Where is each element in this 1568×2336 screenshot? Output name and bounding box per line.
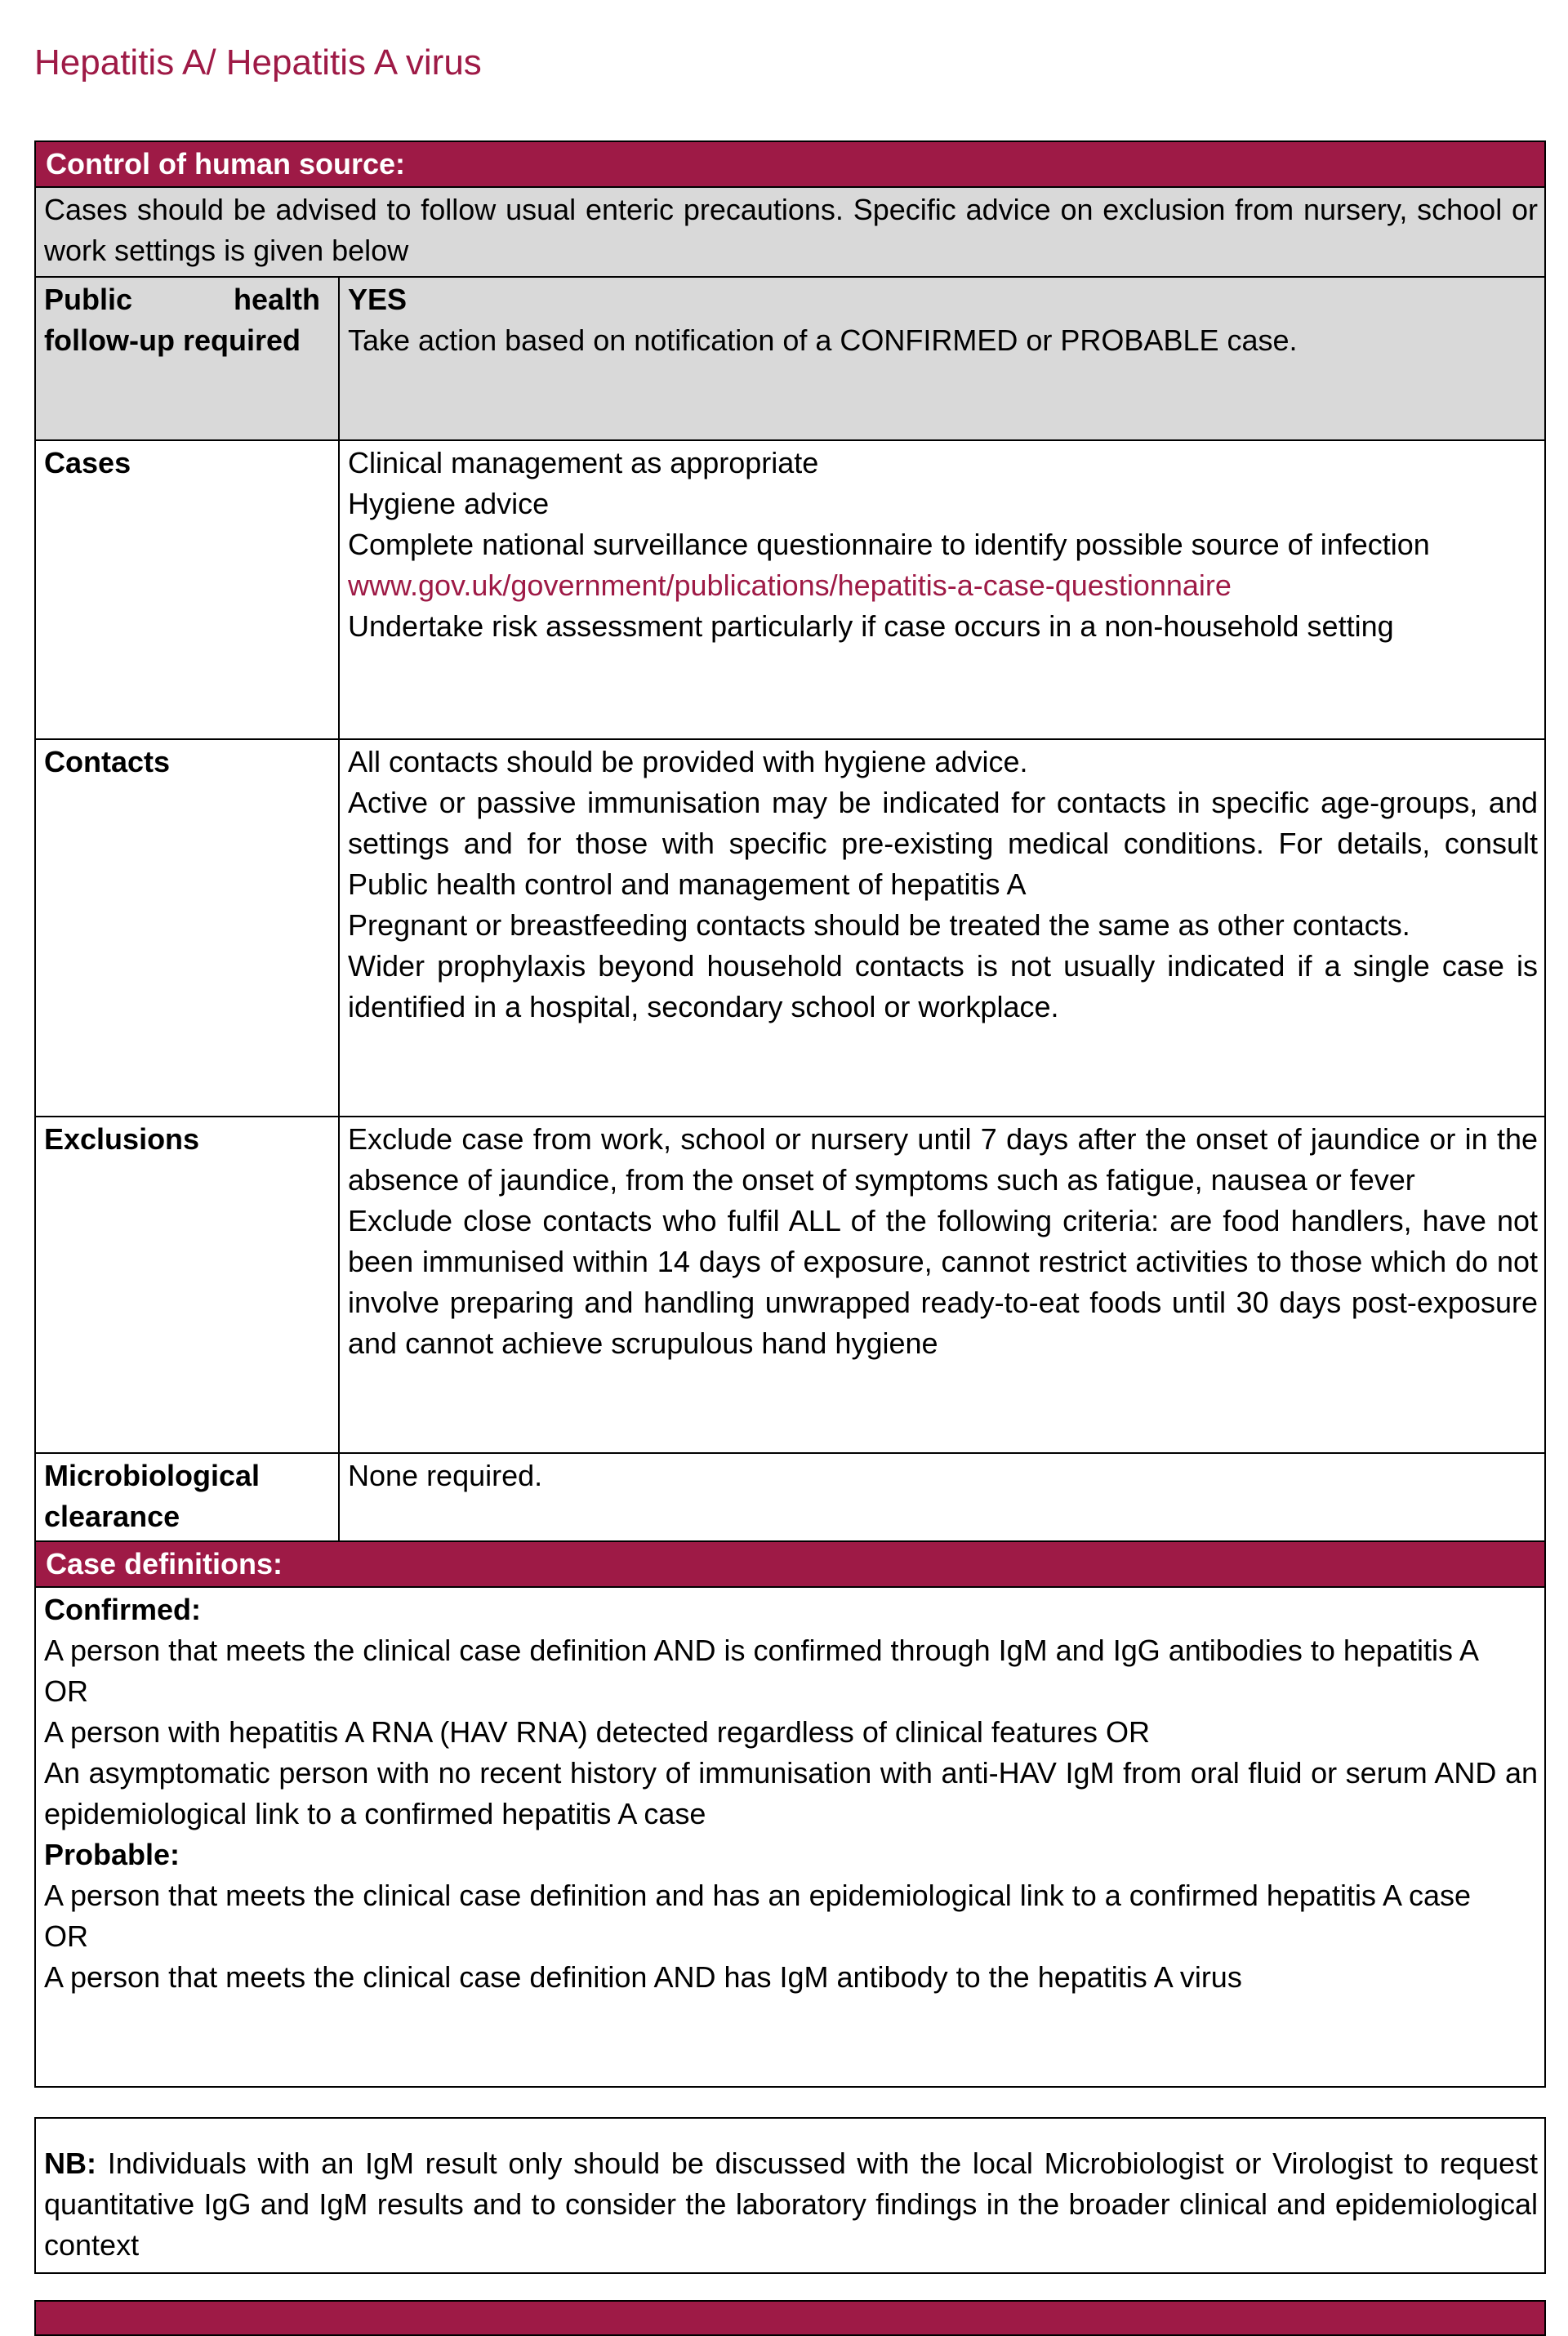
table-row	[35, 1117, 1545, 1453]
case-questionnaire-link[interactable]: www.gov.uk/government/publications/hepatitis-a-case-questionnaire	[348, 568, 1232, 602]
exclusions-content-cell	[339, 1117, 1545, 1453]
intro-text-cell: Cases should be advised to follow usual enteric precautions. Specific advice on exclusion from nursery, school or work settings is given below	[35, 187, 1545, 277]
row-label-public-health-follow-up: Public health follow-up required	[35, 277, 339, 440]
table-row	[35, 277, 1545, 440]
nb-note-box	[34, 2117, 1546, 2274]
follow-up-detail: Take action based on notification of a CONFIRMED or PROBABLE case.	[348, 323, 1298, 357]
definition-paragraph: A person with hepatitis A RNA (HAV RNA) detected regardless of clinical features OR	[44, 1715, 1150, 1749]
table-row	[35, 1587, 1545, 2087]
cases-content-cell	[339, 440, 1545, 739]
cases-paragraph: Clinical management as appropriate	[348, 446, 819, 479]
exclusions-paragraph: Exclude case from work, school or nursery until 7 days after the onset of jaundice or in the absence of jaundice, from the onset of symptoms such as fatigue, nausea or fever	[348, 1122, 1538, 1197]
nb-text: Individuals with an IgM result only should be discussed with the local Microbiologist or Virologist to request quantitative IgG and IgM results and to consider the laboratory findings in the broader clinical and epidemiological context	[44, 2147, 1538, 2262]
confirmed-heading: Confirmed:	[44, 1593, 201, 1626]
case-definitions-content-cell	[35, 1587, 1545, 2087]
exclusions-paragraph: Exclude close contacts who fulfil ALL of the following criteria: are food handlers, have not been immunised within 14 days of exposure, cannot restrict activities to those which do not involve preparing and handling unwrapped ready-to-eat foods until 30 days post-exposure and cannot achieve scrupulous hand hygiene	[348, 1204, 1538, 1360]
definition-paragraph: A person that meets the clinical case definition AND is confirmed through IgM and IgG antibodies to hepatitis A	[44, 1634, 1479, 1667]
contacts-paragraph: Pregnant or breastfeeding contacts should be treated the same as other contacts.	[348, 908, 1410, 942]
cases-paragraph: Undertake risk assessment particularly if case occurs in a non-household setting	[348, 609, 1394, 643]
next-section-header-partial	[34, 2300, 1546, 2336]
section-header-case-definitions: Case definitions:	[35, 1541, 1545, 1587]
row-label-microbiological-clearance: Microbiological clearance	[35, 1453, 339, 1541]
follow-up-content-cell	[339, 277, 1545, 440]
definition-paragraph: A person that meets the clinical case definition AND has IgM antibody to the hepatitis A virus	[44, 1960, 1242, 1994]
table-row	[35, 1541, 1545, 1587]
document-page	[34, 41, 1546, 2274]
contacts-paragraph: Wider prophylaxis beyond household contacts is not usually indicated if a single case is identified in a hospital, secondary school or workplace.	[348, 949, 1538, 1023]
section-header-control-of-human-source: Control of human source:	[35, 141, 1545, 187]
definition-paragraph: A person that meets the clinical case definition and has an epidemiological link to a confirmed hepatitis A case	[44, 1879, 1472, 1912]
row-label-cases: Cases	[35, 440, 339, 739]
contacts-paragraph: All contacts should be provided with hygiene advice.	[348, 745, 1028, 778]
table-row	[35, 141, 1545, 187]
contacts-paragraph: Active or passive immunisation may be indicated for contacts in specific age-groups, and settings and for those with specific pre-existing medical conditions. For details, consult Public health control and management of hepatitis A	[348, 786, 1538, 901]
row-label-exclusions: Exclusions	[35, 1117, 339, 1453]
nb-prefix: NB:	[44, 2147, 96, 2180]
cases-paragraph: Complete national surveillance questionnaire to identify possible source of infection	[348, 528, 1430, 561]
micro-paragraph: None required.	[348, 1459, 543, 1492]
row-label-contacts: Contacts	[35, 739, 339, 1117]
page-title: Hepatitis A/ Hepatitis A virus	[34, 42, 482, 82]
definition-paragraph: An asymptomatic person with no recent history of immunisation with anti-HAV IgM from oral fluid or serum AND an epidemiological link to a confirmed hepatitis A case	[44, 1756, 1538, 1830]
table-row	[35, 1453, 1545, 1541]
table-row	[35, 187, 1545, 277]
nb-paragraph	[44, 2143, 1538, 2266]
table-row	[35, 440, 1545, 739]
follow-up-answer: YES	[348, 283, 408, 316]
cases-paragraph: Hygiene advice	[348, 487, 550, 520]
contacts-content-cell	[339, 739, 1545, 1117]
table-row	[35, 739, 1545, 1117]
probable-heading: Probable:	[44, 1838, 180, 1871]
microbiological-clearance-content-cell	[339, 1453, 1545, 1541]
definition-or: OR	[44, 1674, 88, 1708]
definition-or: OR	[44, 1919, 88, 1953]
control-of-human-source-table	[34, 140, 1546, 2088]
